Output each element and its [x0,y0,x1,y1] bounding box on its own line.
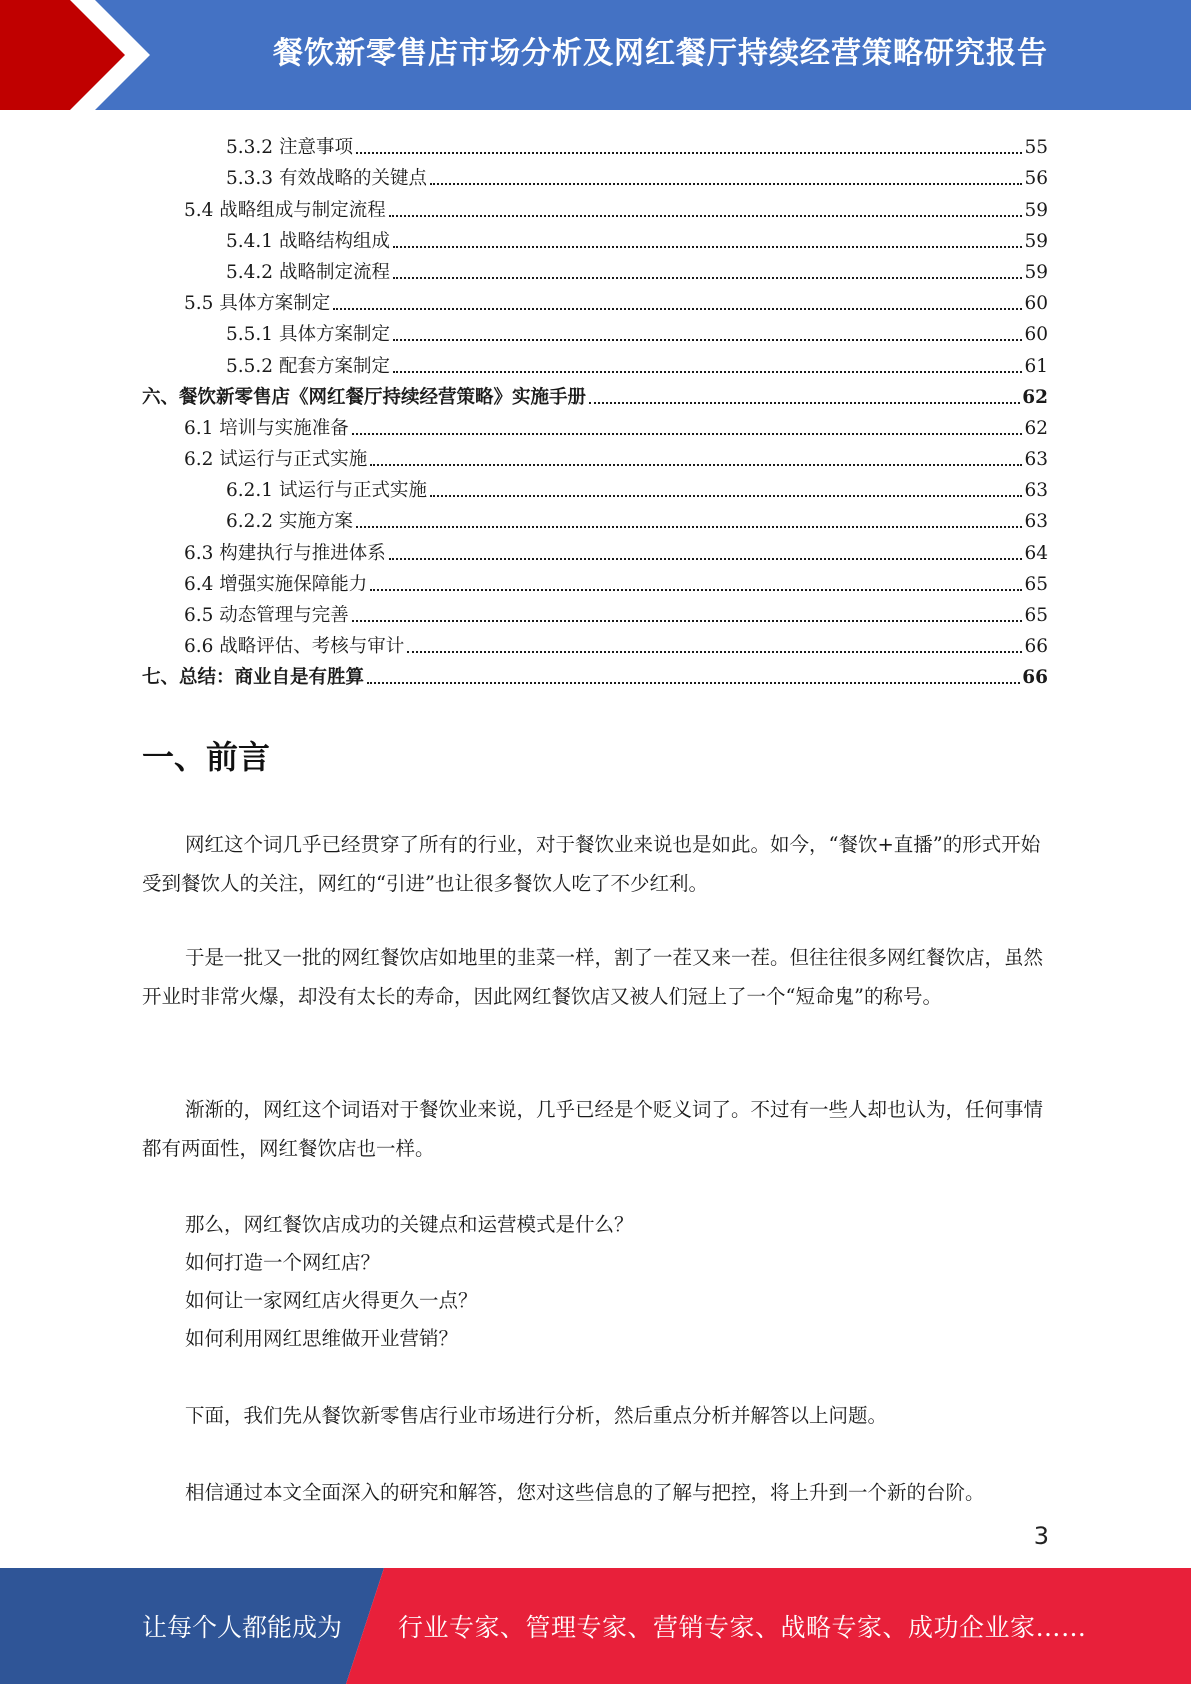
section-heading: 一、前言 [142,738,271,776]
question-line: 如何打造一个网红店？ [185,1251,381,1274]
toc-entry[interactable] [142,346,1048,377]
toc-entry-label: 6.3 构建执行与推进体系 [184,542,386,564]
body-paragraph: 下面，我们先从餐饮新零售店行业市场进行分析，然后重点分析并解答以上问题。 [185,1404,888,1427]
toc-entry-page: 63 [1024,480,1048,502]
toc-entry-label: 5.5.2 配套方案制定 [226,355,390,377]
toc-chapter-entry[interactable] [142,658,1048,689]
toc-entry[interactable] [142,253,1048,284]
toc-entry[interactable] [142,222,1048,253]
document-title: 餐饮新零售店市场分析及网红餐厅持续经营策略研究报告 [273,36,1048,71]
toc-entry[interactable] [142,533,1048,564]
toc-entry[interactable] [142,627,1048,658]
toc-entry-label: 5.4 战略组成与制定流程 [184,199,386,221]
toc-entry-page: 65 [1024,573,1048,595]
toc-entry-label: 5.4.1 战略结构组成 [226,230,390,252]
footer-slogan-left: 让每个人都能成为 [142,1613,343,1642]
toc-entry-page: 66 [1024,636,1048,658]
toc-entry-label: 6.4 增强实施保障能力 [184,573,368,595]
toc-entry-page: 59 [1024,261,1048,283]
toc-dot-leader [333,308,1022,310]
toc-entry-page: 56 [1024,168,1048,190]
toc-dot-leader [407,651,1022,653]
toc-entry-page: 55 [1024,137,1048,159]
toc-entry-label: 5.3.2 注意事项 [226,137,353,159]
footer-slogan-right: 行业专家、管理专家、营销专家、战略专家、成功企业家…… [398,1613,1087,1642]
body-paragraph: 渐渐的，网红这个词语对于餐饮业来说，几乎已经是个贬义词了。不过有一些人却也认为，任何事情都有两面性，网红餐饮店也一样。 [142,1098,1044,1160]
toc-dot-leader [393,277,1022,279]
toc-entry-label: 5.5 具体方案制定 [184,293,331,315]
toc-entry[interactable] [142,159,1048,190]
toc-entry-label: 6.2 试运行与正式实施 [184,449,368,471]
toc-entry-page: 63 [1024,511,1048,533]
toc-chapter-entry[interactable] [142,378,1048,409]
toc-entry-page: 65 [1024,605,1048,626]
toc-entry-label: 5.4.2 战略制定流程 [226,261,390,283]
toc-entry-label: 6.2.1 试运行与正式实施 [226,480,427,502]
question-line: 如何让一家网红店火得更久一点？ [185,1289,478,1312]
toc-entry-page: 59 [1024,199,1048,221]
page-footer [0,1568,1191,1684]
toc-entry-label: 6.1 培训与实施准备 [184,417,349,439]
question-line: 如何利用网红思维做开业营销？ [185,1327,459,1350]
toc-dot-leader [356,526,1023,528]
toc-dot-leader [352,433,1023,435]
toc-entry-page: 64 [1024,542,1048,564]
body-paragraph: 网红这个词几乎已经贯穿了所有的行业，对于餐饮业来说也是如此。如今，“餐饮+直播”的形式开始受到餐饮人的关注，网红的“引进”也让很多餐饮人吃了不少红利。 [142,833,1041,895]
toc-entry-page: 61 [1024,355,1048,377]
toc-entry-page: 60 [1024,324,1048,346]
toc-entry[interactable] [142,471,1048,502]
toc-entry-page: 62 [1022,386,1048,408]
toc-entry[interactable] [142,315,1048,346]
toc-dot-leader [393,246,1022,248]
toc-entry[interactable] [142,190,1048,221]
toc-entry-label: 5.3.3 有效战略的关键点 [226,168,427,190]
toc-entry-page: 59 [1024,230,1048,252]
toc-entry[interactable] [142,596,1048,627]
toc-entry-label: 6.2.2 实施方案 [226,511,353,533]
page-number: 3 [1033,1522,1049,1550]
toc-entry[interactable] [142,284,1048,315]
toc-dot-leader [430,183,1022,185]
toc-entry[interactable] [142,128,1048,159]
toc-entry-label: 七、总结：商业自是有胜算 [142,667,365,689]
toc-entry-label: 六、餐饮新零售店《网红餐厅持续经营策略》实施手册 [142,386,587,408]
toc-dot-leader [356,152,1023,154]
body-paragraph: 相信通过本文全面深入的研究和解答，您对这些信息的了解与把控，将上升到一个新的台阶。 [185,1481,985,1504]
toc-dot-leader [393,339,1022,341]
toc-entry-label: 5.5.1 具体方案制定 [226,324,390,346]
toc-dot-leader [367,682,1020,684]
toc-entry[interactable] [142,409,1048,440]
toc-entry-page: 60 [1024,293,1048,315]
toc-entry[interactable] [142,440,1048,471]
toc-dot-leader [370,464,1022,466]
body-paragraph: 于是一批又一批的网红餐饮店如地里的韭菜一样，割了一茬又来一茬。但往往很多网红餐饮店，虽然开业时非常火爆，却没有太长的寿命，因此网红餐饮店又被人们冠上了一个“短命鬼”的称号。 [142,946,1044,1008]
toc-entry-page: 63 [1024,449,1048,471]
toc-dot-leader [370,589,1022,591]
toc-dot-leader [352,620,1023,622]
toc-dot-leader [389,215,1023,217]
toc-entry[interactable] [142,502,1048,533]
question-line: 那么，网红餐饮店成功的关键点和运营模式是什么？ [185,1213,634,1236]
toc-entry-page: 66 [1022,667,1048,689]
table-of-contents [142,128,1048,689]
toc-dot-leader [393,371,1022,373]
toc-dot-leader [430,495,1022,497]
toc-entry-page: 62 [1024,417,1048,439]
toc-dot-leader [589,402,1020,404]
toc-entry-label: 6.5 动态管理与完善 [184,605,349,626]
toc-dot-leader [389,558,1023,560]
toc-entry[interactable] [142,565,1048,596]
page-header [0,0,1191,110]
toc-entry-label: 6.6 战略评估、考核与审计 [184,636,405,658]
